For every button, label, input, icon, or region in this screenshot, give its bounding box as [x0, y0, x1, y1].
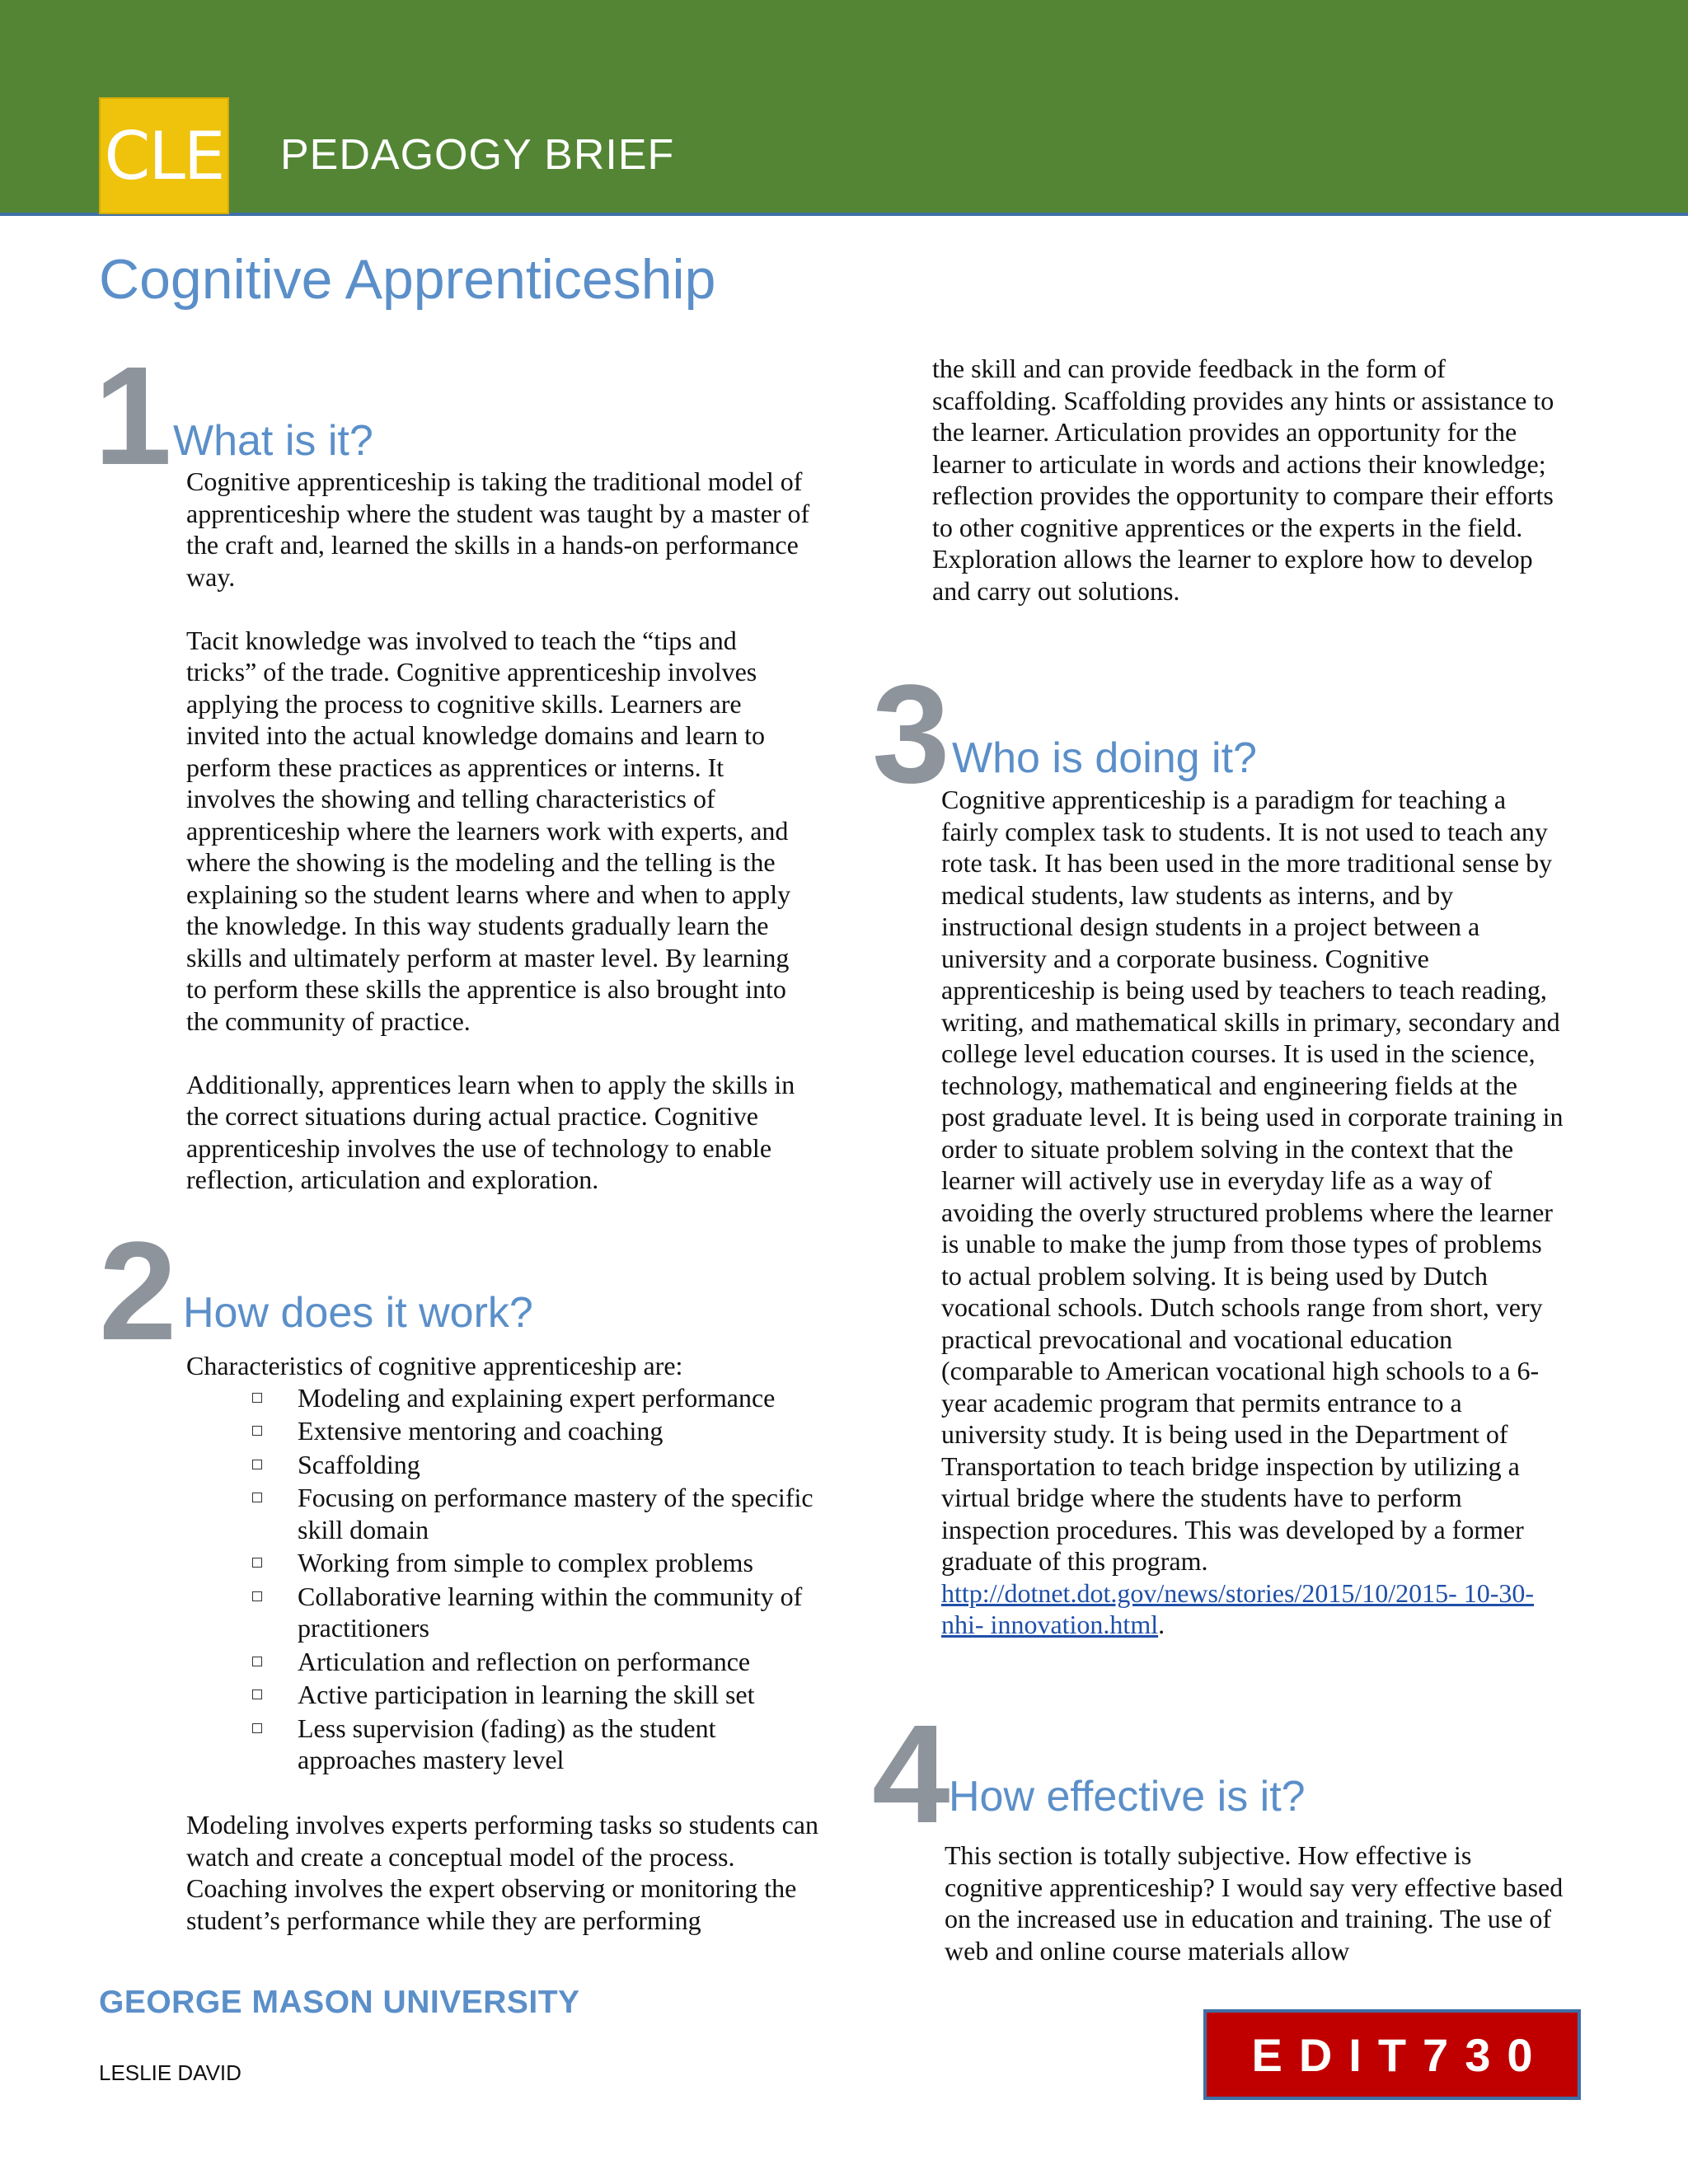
- link-suffix: .: [1158, 1610, 1165, 1639]
- section-4-number: 4: [872, 1696, 950, 1853]
- checkbox-bullet-icon: [252, 1460, 262, 1469]
- checkbox-bullet-icon: [252, 1393, 262, 1403]
- section-1-paragraph: Additionally, apprentices learn when to apply the skills in the correct situations during actual practice. Cognitive apprenticeship involves the use of technology to enable reflection, articulation and exploration.: [186, 1069, 795, 1194]
- university-name: GEORGE MASON UNIVERSITY: [99, 1985, 580, 2020]
- checkbox-bullet-icon: [252, 1723, 262, 1733]
- checkbox-bullet-icon: [252, 1690, 262, 1699]
- modeling-paragraph: Modeling involves experts performing tasks so students can watch and create a conceptual model of the process.: [186, 1810, 818, 1872]
- list-item: Collaborative learning within the community of practitioners: [186, 1581, 821, 1644]
- section-4-heading: How effective is it?: [949, 1773, 1306, 1821]
- course-badge: [1203, 2009, 1581, 2100]
- section-2-continued: the skill and can provide feedback in the form of scaffolding. Scaffolding provides any hints or assistance to the learner. Articulation provides an opportunity for the learner to articulate in words and actions their knowledge; reflection provides the opportunity to compare their efforts to other cognitive apprentices or the experts in the field. Exploration allows the learner to explore how to develop and carry out solutions.: [932, 354, 1554, 606]
- section-2-heading: How does it work?: [183, 1289, 533, 1337]
- brief-label: PEDAGOGY BRIEF: [280, 131, 675, 179]
- section-3-heading: Who is doing it?: [952, 734, 1257, 782]
- list-item: Less supervision (fading) as the student approaches mastery level: [186, 1713, 821, 1776]
- list-item: Scaffolding: [186, 1449, 821, 1481]
- list-item: Active participation in learning the skill set: [186, 1679, 821, 1711]
- list-item: Articulation and reflection on performance: [186, 1646, 821, 1678]
- cle-logo: [99, 97, 229, 214]
- checkbox-bullet-icon: [252, 1591, 262, 1601]
- list-item: Extensive mentoring and coaching: [186, 1415, 821, 1447]
- course-code: EDIT730: [1251, 2028, 1550, 2081]
- section-3-text: Cognitive apprenticeship is a paradigm for teaching a fairly complex task to students. It is not used to teach any rote task. It has been used in the more traditional sense by medical students, law students as interns, and by instructional design students in a project between a university and a corporate business. Cognitive apprenticeship is being used by teachers to teach reading, writing, and mathematical skills in primary, secondary and college level education courses. It is used in the science, technology, mathematical and engineering fields at the post graduate level. It is being used in corporate training in order to situate problem solving in the context that the learner will actively use in everyday life as a way of avoiding the overly structured problems where the learner is unable to make the jump from those types of problems to actual problem solving. It is being used by Dutch vocational schools. Dutch schools range from short, very practical prevocational and vocational education (comparable to American vocational high schools to a 6-year academic program that permits entrance to a university study. It is being used in the Department of Transportation to teach bridge inspection by utilizing a virtual bridge where the students have to perform inspection procedures. This was developed by a former graduate of this program.: [941, 785, 1564, 1576]
- header-banner: [0, 0, 1688, 216]
- list-item: Working from simple to complex problems: [186, 1547, 821, 1579]
- section-2-body: [186, 1350, 821, 1936]
- section-1-paragraph: Cognitive apprenticeship is taking the traditional model of apprenticeship where the student was taught by a master of the craft and, learned the skills in a hands-on performance way.: [186, 466, 810, 592]
- list-item: Focusing on performance mastery of the specific skill domain: [186, 1482, 821, 1545]
- section-1-body: [186, 466, 813, 1196]
- page-title: Cognitive Apprenticeship: [99, 248, 716, 311]
- list-item: Modeling and explaining expert performance: [186, 1382, 821, 1414]
- characteristics-intro: Characteristics of cognitive apprenticeship are:: [186, 1351, 683, 1380]
- checkbox-bullet-icon: [252, 1558, 262, 1568]
- section-2-number: 2: [99, 1213, 177, 1370]
- checkbox-bullet-icon: [252, 1493, 262, 1502]
- cle-logo-text: CLE: [104, 117, 224, 194]
- section-3-body: [941, 784, 1568, 1641]
- checkbox-bullet-icon: [252, 1426, 262, 1436]
- author-name: LESLIE DAVID: [99, 2060, 241, 2085]
- section-1-paragraph: Tacit knowledge was involved to teach the “tips and tricks” of the trade. Cognitive apprenticeship involves applying the process to cognitive skills. Learners are invited into the actual knowledge domains and learn to perform these practices as apprentices or interns. It involves the showing and telling characteristics of apprenticeship where the learners work with experts, and where the showing is the modeling and the telling is the explaining so the student learns where and when to apply the knowledge. In this way students gradually learn the skills and ultimately perform at master level. By learning to perform these skills the apprentice is also brought into the community of practice.: [186, 625, 791, 1036]
- coaching-paragraph: Coaching involves the expert observing or monitoring the student’s performance while they are performing: [186, 1873, 797, 1935]
- characteristics-list: [186, 1382, 821, 1776]
- section-1-heading: What is it?: [173, 417, 373, 465]
- section-1-number: 1: [94, 338, 172, 494]
- dot-news-link[interactable]: http://dotnet.dot.gov/news/stories/2015/10/2015- 10-30-nhi- innovation.html: [941, 1577, 1535, 1639]
- checkbox-bullet-icon: [252, 1657, 262, 1666]
- section-4-body: This section is totally subjective. How effective is cognitive apprenticeship? I would say very effective based on the increased use in education and training. The use of web and online course materials allow: [945, 1840, 1564, 1966]
- section-3-number: 3: [872, 656, 950, 813]
